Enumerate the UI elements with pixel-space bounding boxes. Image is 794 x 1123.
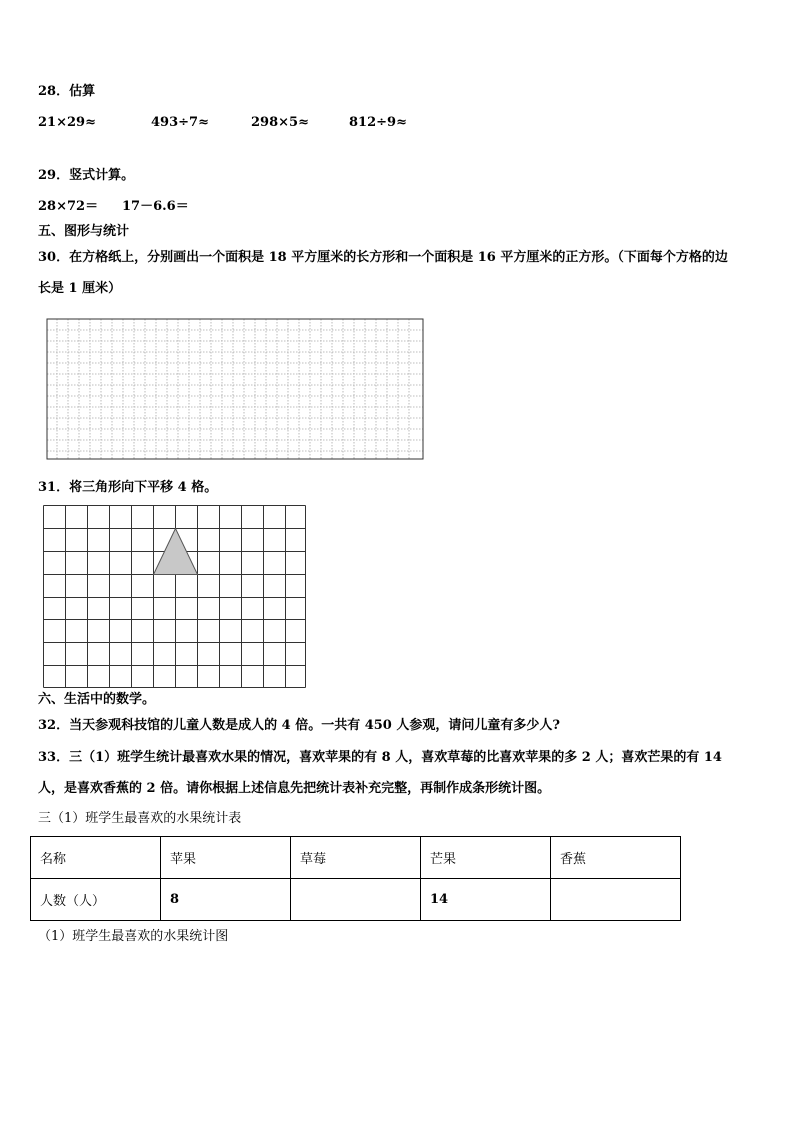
q28-item: 812÷9≈ bbox=[349, 115, 407, 130]
table-cell-blank[interactable] bbox=[291, 879, 421, 921]
table-cell: 苹果 bbox=[161, 837, 291, 879]
table-caption: 三（1）班学生最喜欢的水果统计表 bbox=[38, 811, 242, 826]
q31-label: 31．将三角形向下平移 4 格。 bbox=[38, 480, 218, 495]
q28-item: 21×29≈ bbox=[38, 115, 96, 130]
q29-item: 28×72＝ bbox=[38, 199, 99, 214]
q28-item: 493÷7≈ bbox=[151, 115, 209, 130]
q33-line1: 33．三（1）班学生统计最喜欢水果的情况，喜欢苹果的有 8 人，喜欢草莓的比喜欢苹果的多 2 人；喜欢芒果的有 14 bbox=[38, 750, 722, 765]
q32-text: 32．当天参观科技馆的儿童人数是成人的 4 倍。一共有 450 人参观，请问儿童有多少人? bbox=[38, 718, 560, 733]
q28-label: 28．估算 bbox=[38, 84, 96, 99]
table-cell: 8 bbox=[161, 879, 291, 921]
q29-item: 17－6.6＝ bbox=[122, 199, 189, 214]
table-cell: 芒果 bbox=[421, 837, 551, 879]
q30-line1: 30．在方格纸上，分别画出一个面积是 18 平方厘米的长方形和一个面积是 16 平方厘米的正方形。（下面每个方格的边 bbox=[38, 250, 728, 265]
dotted-grid-paper bbox=[46, 318, 424, 460]
q30-line2: 长是 1 厘米） bbox=[38, 281, 122, 296]
fruit-stat-table bbox=[30, 836, 681, 921]
table-cell: 14 bbox=[421, 879, 551, 921]
q29-items bbox=[38, 198, 189, 216]
q28-estimates bbox=[38, 114, 407, 132]
section-6-title: 六、生活中的数学。 bbox=[38, 692, 156, 707]
q28-item: 298×5≈ bbox=[251, 115, 309, 130]
table-cell-blank[interactable] bbox=[551, 879, 681, 921]
chart-caption: （1）班学生最喜欢的水果统计图 bbox=[38, 929, 229, 944]
table-row bbox=[31, 879, 681, 921]
q33-line2: 人，是喜欢香蕉的 2 倍。请你根据上述信息先把统计表补充完整，再制作成条形统计图。 bbox=[38, 781, 551, 796]
translation-grid bbox=[43, 505, 307, 688]
table-cell: 草莓 bbox=[291, 837, 421, 879]
table-cell: 人数（人） bbox=[31, 879, 161, 921]
table-header-row bbox=[31, 837, 681, 879]
table-cell: 香蕉 bbox=[551, 837, 681, 879]
table-cell: 名称 bbox=[31, 837, 161, 879]
q29-label: 29．竖式计算。 bbox=[38, 168, 135, 183]
section-5-title: 五、图形与统计 bbox=[38, 224, 130, 239]
